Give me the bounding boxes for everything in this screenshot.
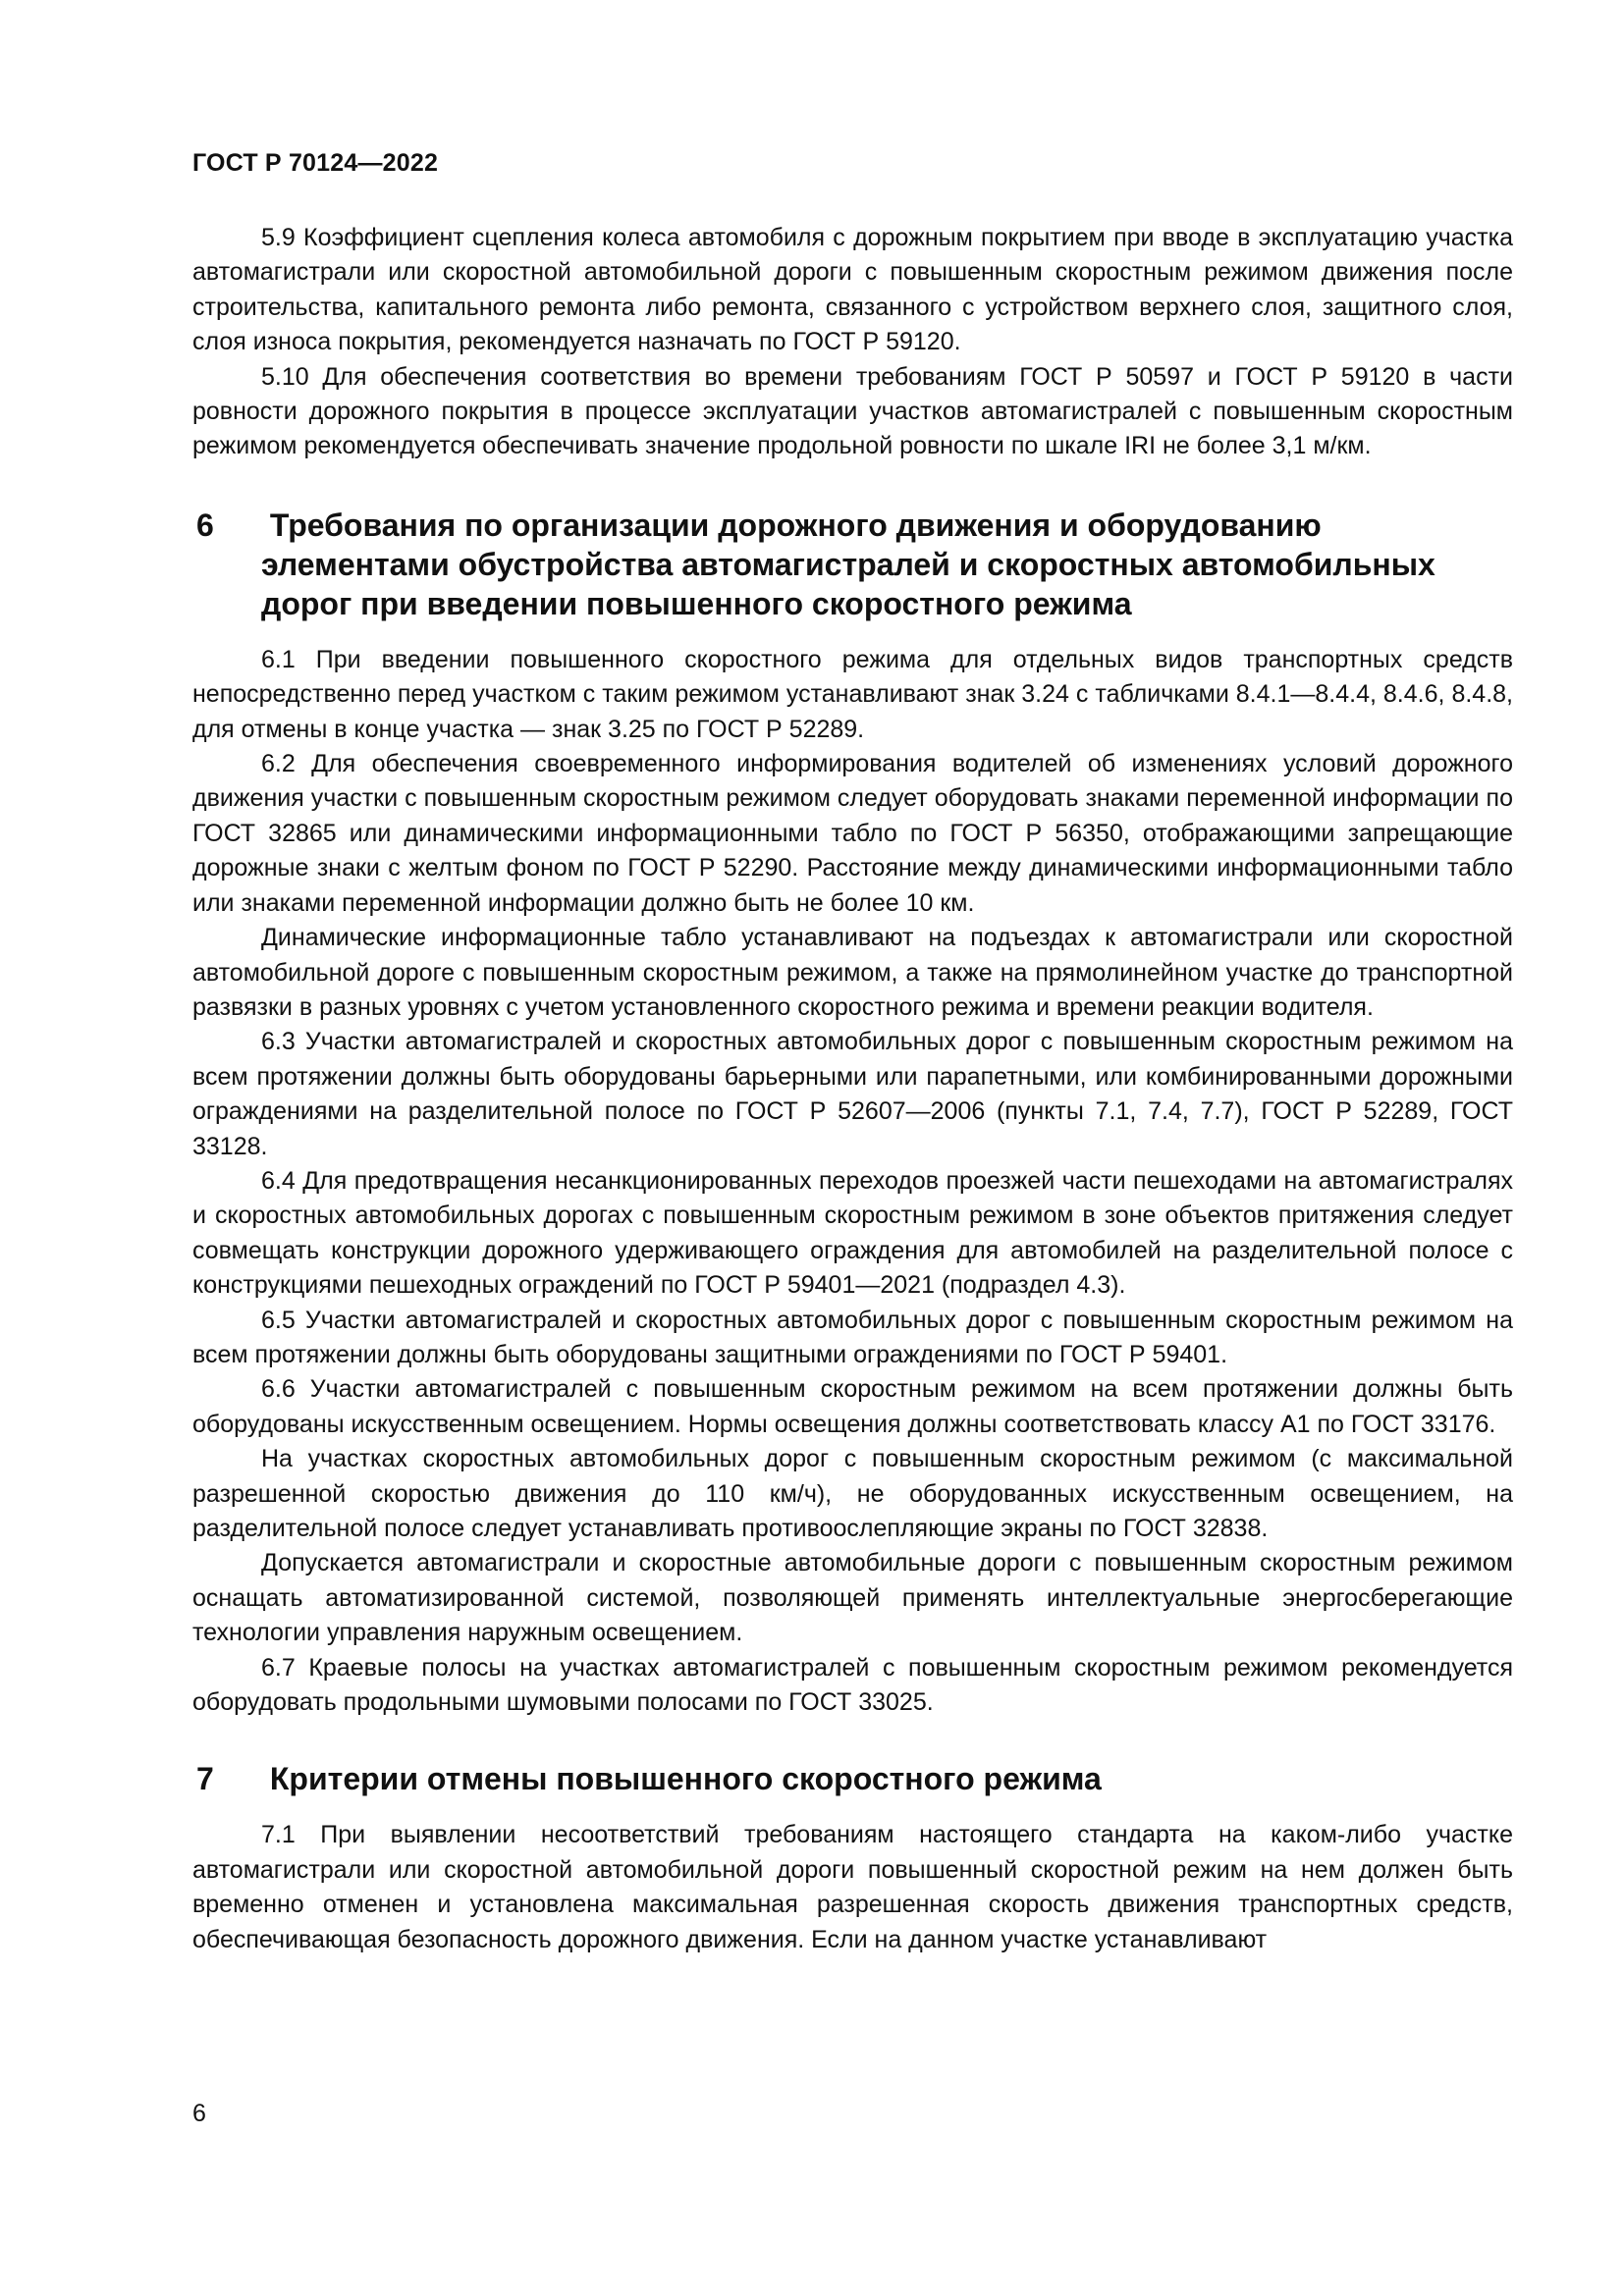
clause-6-2: 6.2 Для обеспечения своевременного информирования водителей об изменениях условий дорожного движения участки с повышенным скоростным режимом следует оборудовать знаками переменной информации по ГОСТ 32865 или динамическими информационными табло по ГОСТ Р 56350, отображающими запрещающие дорожные знаки с желтым фоном по ГОСТ Р 52290. Расстояние между динамическими информационными табло или знаками переменной информации должно быть не более 10 км. — [192, 750, 1513, 917]
clause-6-6-paragraph: На участках скоростных автомобильных дорог с повышенным скоростным режимом (с максимальной разрешенной скоростью движения до 110 км/ч), не оборудованных искусственным освещением, на разделительной полосе следует устанавливать противоослепляющие экраны по ГОСТ 32838. — [192, 1445, 1513, 1542]
clause-5-10: 5.10 Для обеспечения соответствия во времени требованиям ГОСТ Р 50597 и ГОСТ Р 59120 в части ровности дорожного покрытия в процессе эксплуатации участков автомагистралей с повышенным скоростным режимом рекомендуется обеспечивать значение продольной ровности по шкале IRI не более 3,1 м/км. — [192, 362, 1513, 460]
clause-6-5: 6.5 Участки автомагистралей и скоростных автомобильных дорог с повышенным скоростным режимом на всем протяжении должны быть оборудованы защитными ограждениями по ГОСТ Р 59401. — [192, 1306, 1513, 1368]
clause-6-4: 6.4 Для предотвращения несанкционированных переходов проезжей части пешеходами на автомагистралях и скоростных автомобильных дорогах с повышенным скоростным режимом в зоне объектов притяжения следует совмещать конструкции дорожного удерживающего ограждения для автомобилей на разделительной полосе с конструкциями пешеходных ограждений по ГОСТ Р 59401—2021 (подраздел 4.3). — [192, 1166, 1513, 1300]
section-number: 6 — [196, 507, 214, 543]
clause-5-9: 5.9 Коэффициент сцепления колеса автомобиля с дорожным покрытием при вводе в эксплуатацию участка автомагистрали или скоростной автомобильной дороги с повышенным скоростным режимом движения после строительства, капитального ремонта либо ремонта, связанного с устройством верхнего слоя, защитного слоя, слоя износа покрытия, рекомендуется назначать по ГОСТ Р 59120. — [192, 224, 1513, 356]
clause-6-6: 6.6 Участки автомагистралей с повышенным скоростным режимом на всем протяжении должны быть оборудованы искусственным освещением. Нормы освещения должны соответствовать классу А1 по ГОСТ 33176. — [192, 1375, 1513, 1438]
section-6-heading — [192, 506, 1513, 623]
section-number: 7 — [196, 1761, 214, 1797]
page-number: 6 — [192, 2100, 206, 2127]
running-header: ГОСТ Р 70124—2022 — [192, 149, 439, 177]
clause-6-6-paragraph: Допускается автомагистрали и скоростные автомобильные дороги с повышенным скоростным режимом оснащать автоматизированной системой, позволяющей применять интеллектуальные энергосберегающие технологии управления наружным освещением. — [192, 1549, 1513, 1647]
clause-7-1: 7.1 При выявлении несоответствий требованиям настоящего стандарта на каком-либо участке автомагистрали или скоростной автомобильной дороги повышенный скоростной режим на нем должен быть временно отменен и установлена максимальная разрешенная скорость движения транспортных средств, обеспечивающая безопасность дорожного движения. Если на данном участке устанавливают — [192, 1821, 1513, 1953]
clause-6-2-paragraph: Динамические информационные табло устанавливают на подъездах к автомагистрали или скоростной автомобильной дороге с повышенным скоростным режимом, а также на прямолинейном участке до транспортной развязки в разных уровнях с учетом установленного скоростного режима и времени реакции водителя. — [192, 924, 1513, 1021]
section-title: Критерии отмены повышенного скоростного режима — [269, 1761, 1102, 1797]
clause-6-7: 6.7 Краевые полосы на участках автомагистралей с повышенным скоростным режимом рекомендуется оборудовать продольными шумовыми полосами по ГОСТ 33025. — [192, 1653, 1513, 1717]
document-body — [192, 221, 1513, 1957]
clause-6-1: 6.1 При введении повышенного скоростного режима для отдельных видов транспортных средств непосредственно перед участком с таким режимом устанавливают знак 3.24 с табличками 8.4.1—8.4.4, 8.4.6, 8.4.8, для отмены в конце участка — знак 3.25 по ГОСТ Р 52289. — [192, 645, 1513, 743]
section-title: Требования по организации дорожного движения и оборудованию элементами обустройства автомагистралей и скоростных автомобильных дорог при введении повышенного скоростного режима — [261, 507, 1435, 621]
section-7-heading — [192, 1759, 1513, 1798]
clause-6-3: 6.3 Участки автомагистралей и скоростных автомобильных дорог с повышенным скоростным режимом на всем протяжении должны быть оборудованы барьерными или парапетными, или комбинированными дорожными ограждениями на разделительной полосе по ГОСТ Р 52607—2006 (пункты 7.1, 7.4, 7.7), ГОСТ Р 52289, ГОСТ 33128. — [192, 1028, 1513, 1160]
